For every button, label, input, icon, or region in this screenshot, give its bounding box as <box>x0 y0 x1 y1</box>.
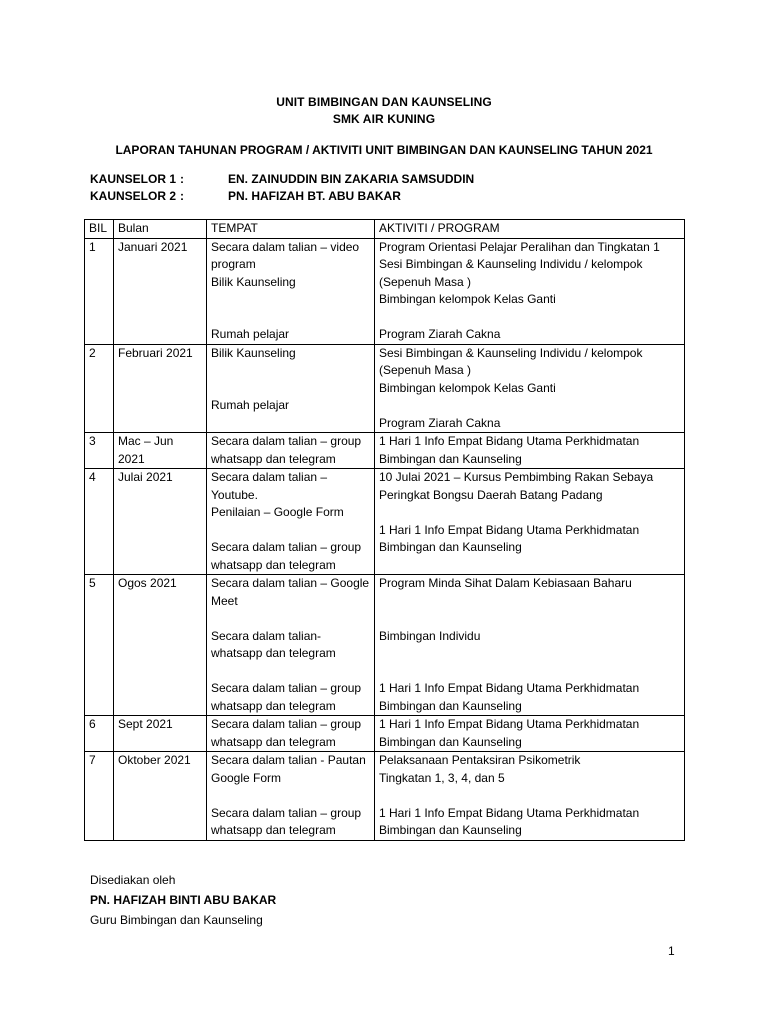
table-header-row <box>85 220 685 239</box>
cell-aktiviti <box>375 716 685 752</box>
tempat-item: Secara dalam talian – group whatsapp dan telegram <box>211 434 362 466</box>
cell-bil: 2 <box>85 344 114 433</box>
tempat-item: Secara dalam talian – video program <box>211 239 360 271</box>
table-row <box>85 752 685 841</box>
aktiviti-item: Sesi Bimbingan & Kaunseling Individu / kelompok (Sepenuh Masa ) <box>379 257 643 289</box>
prepared-by-label: Disediakan oleh <box>90 873 176 887</box>
column-header-bil: BIL <box>85 220 114 239</box>
cell-tempat <box>207 716 375 752</box>
tempat-item: Bilik Kaunseling <box>211 274 296 289</box>
column-header-tempat: TEMPAT <box>207 220 375 239</box>
aktiviti-item: Bimbingan kelompok Kelas Ganti <box>379 380 556 395</box>
tempat-item: Rumah pelajar <box>211 398 290 412</box>
cell-aktiviti <box>375 433 685 469</box>
cell-tempat <box>207 238 375 344</box>
aktiviti-item: 1 Hari 1 Info Empat Bidang Utama Perkhidmatan Bimbingan dan Kaunseling <box>379 681 640 713</box>
table-row <box>85 433 685 469</box>
report-title: LAPORAN TAHUNAN PROGRAM / AKTIVITI UNIT BIMBINGAN DAN KAUNSELING TAHUN 2021 <box>115 143 653 157</box>
cell-bulan: Oktober 2021 <box>114 752 207 841</box>
table-row <box>85 344 685 433</box>
table-row <box>85 575 685 716</box>
tempat-item: Secara dalam talian- whatsapp dan telegram <box>211 628 336 660</box>
cell-bulan: Januari 2021 <box>114 238 207 344</box>
tempat-item: Secara dalam talian – group whatsapp dan telegram <box>211 805 362 837</box>
tempat-item: Secara dalam talian – group whatsapp dan telegram <box>211 681 362 713</box>
preparer-position: Guru Bimbingan dan Kaunseling <box>90 913 263 927</box>
tempat-item: Secara dalam talian – group whatsapp dan telegram <box>211 540 362 572</box>
document-footer <box>90 870 276 930</box>
cell-tempat <box>207 433 375 469</box>
column-header-aktiviti: AKTIVITI / PROGRAM <box>375 220 685 239</box>
unit-title: UNIT BIMBINGAN DAN KAUNSELING <box>276 95 492 109</box>
tempat-item: Bilik Kaunseling <box>211 345 296 360</box>
aktiviti-item: 1 Hari 1 Info Empat Bidang Utama Perkhidmatan Bimbingan dan Kaunseling <box>379 805 640 837</box>
cell-bulan: Sept 2021 <box>114 716 207 752</box>
cell-aktiviti <box>375 344 685 433</box>
tempat-item: Secara dalam talian - Pautan Google Form <box>211 753 366 785</box>
cell-bil: 6 <box>85 716 114 752</box>
activity-table <box>84 219 685 841</box>
cell-tempat <box>207 752 375 841</box>
aktiviti-item: 10 Julai 2021 – Kursus Pembimbing Rakan Sebaya Peringkat Bongsu Daerah Batang Padang <box>379 470 654 502</box>
aktiviti-item: Sesi Bimbingan & Kaunseling Individu / kelompok (Sepenuh Masa ) <box>379 345 643 377</box>
column-header-bulan: Bulan <box>114 220 207 239</box>
counselor-1-colon: : <box>180 172 184 186</box>
counselor-2-label: KAUNSELOR 2 <box>90 189 177 203</box>
counselor-1-label: KAUNSELOR 1 <box>90 172 177 186</box>
aktiviti-item: Program Ziarah Cakna <box>379 415 501 430</box>
cell-bulan: Ogos 2021 <box>114 575 207 716</box>
cell-aktiviti <box>375 752 685 841</box>
cell-bulan: Mac – Jun 2021 <box>114 433 207 469</box>
page-number: 1 <box>668 944 675 958</box>
cell-bulan: Februari 2021 <box>114 344 207 433</box>
counselor-2-colon: : <box>180 189 184 203</box>
aktiviti-item: Program Minda Sihat Dalam Kebiasaan Baharu <box>379 576 632 590</box>
counselor-1-row <box>90 171 474 188</box>
aktiviti-item: 1 Hari 1 Info Empat Bidang Utama Perkhidmatan Bimbingan dan Kaunseling <box>379 522 640 554</box>
cell-aktiviti <box>375 469 685 575</box>
cell-tempat <box>207 344 375 433</box>
table-row <box>85 469 685 575</box>
aktiviti-item: Program Orientasi Pelajar Peralihan dan Tingkatan 1 <box>379 239 660 254</box>
tempat-item: Rumah pelajar <box>211 327 290 341</box>
cell-tempat <box>207 575 375 716</box>
tempat-item: Secara dalam talian – Google Meet <box>211 576 370 608</box>
aktiviti-item: 1 Hari 1 Info Empat Bidang Utama Perkhidmatan Bimbingan dan Kaunseling <box>379 717 640 749</box>
cell-tempat <box>207 469 375 575</box>
aktiviti-item: Bimbingan kelompok Kelas Ganti <box>379 292 556 306</box>
cell-aktiviti <box>375 238 685 344</box>
counselor-1-name: EN. ZAINUDDIN BIN ZAKARIA SAMSUDDIN <box>228 172 475 186</box>
aktiviti-item: Bimbingan Individu <box>379 628 481 643</box>
counselor-2-row <box>90 188 401 205</box>
counselor-2-name: PN. HAFIZAH BT. ABU BAKAR <box>228 189 401 203</box>
tempat-item: Secara dalam talian – Youtube. <box>211 470 328 502</box>
table-row <box>85 238 685 344</box>
document-header <box>0 94 768 128</box>
cell-bil: 7 <box>85 752 114 841</box>
cell-aktiviti <box>375 575 685 716</box>
cell-bil: 3 <box>85 433 114 469</box>
school-name: SMK AIR KUNING <box>332 112 436 126</box>
aktiviti-item: 1 Hari 1 Info Empat Bidang Utama Perkhidmatan Bimbingan dan Kaunseling <box>379 434 640 466</box>
table-row <box>85 716 685 752</box>
tempat-item: Secara dalam talian – group whatsapp dan telegram <box>211 717 362 749</box>
cell-bulan: Julai 2021 <box>114 469 207 575</box>
cell-bil: 1 <box>85 238 114 344</box>
cell-bil: 5 <box>85 575 114 716</box>
aktiviti-item: Pelaksanaan Pentaksiran Psikometrik <box>379 753 581 767</box>
aktiviti-item: Program Ziarah Cakna <box>379 327 501 341</box>
preparer-name: PN. HAFIZAH BINTI ABU BAKAR <box>90 893 277 907</box>
aktiviti-item: Tingkatan 1, 3, 4, dan 5 <box>379 770 505 785</box>
cell-bil: 4 <box>85 469 114 575</box>
tempat-item: Penilaian – Google Form <box>211 505 344 519</box>
